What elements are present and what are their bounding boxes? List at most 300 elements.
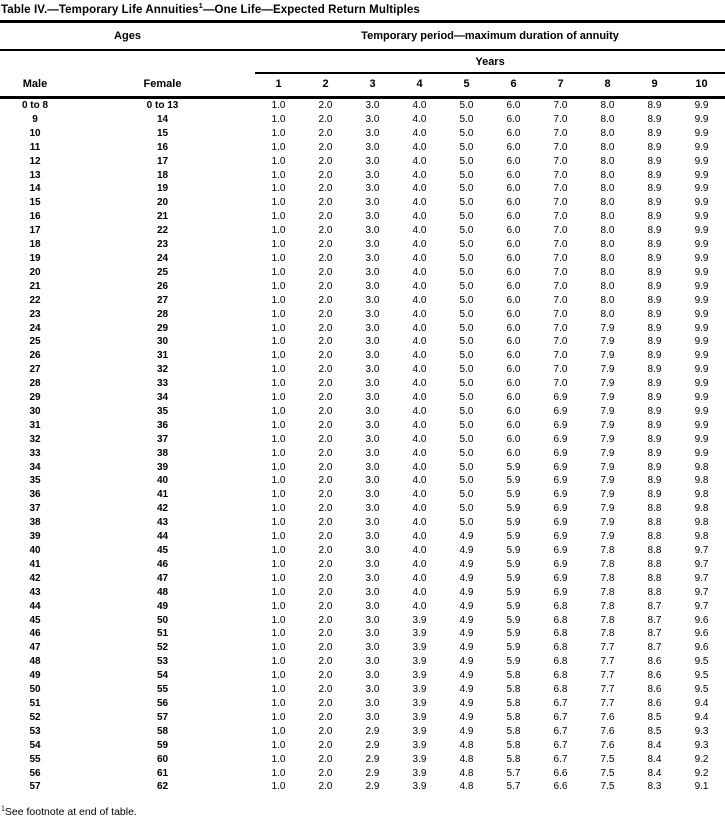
male-age-cell: 19 — [29, 252, 41, 264]
male-age-cell: 34 — [29, 461, 41, 473]
value-cell-year-4: 4.0 — [412, 183, 427, 195]
value-cell-year-5: 4.9 — [459, 586, 474, 598]
value-cell-year-1: 1.0 — [271, 628, 286, 640]
value-cell-year-5: 5.0 — [459, 392, 474, 404]
table-row — [0, 586, 725, 600]
value-cell-year-8: 8.0 — [600, 141, 615, 153]
female-age-cell: 56 — [156, 697, 169, 709]
value-cell-year-1: 1.0 — [271, 656, 286, 668]
female-age-cell: 18 — [156, 169, 169, 181]
years-header-row — [0, 50, 725, 73]
value-cell-year-6: 5.8 — [506, 697, 521, 709]
value-cell-year-4: 4.0 — [412, 572, 427, 584]
value-cell-year-10: 9.9 — [694, 350, 709, 362]
value-cell-year-4: 4.0 — [412, 600, 427, 612]
female-age-cell: 17 — [156, 155, 169, 167]
value-cell-year-6: 6.0 — [506, 211, 521, 223]
value-cell-year-10: 9.8 — [694, 531, 709, 543]
female-age-cell: 59 — [156, 739, 169, 751]
value-cell-year-8: 7.9 — [600, 392, 615, 404]
value-cell-year-5: 4.9 — [459, 697, 474, 709]
value-cell-year-3: 3.0 — [365, 155, 380, 167]
value-cell-year-4: 3.9 — [412, 697, 427, 709]
female-age-cell: 35 — [156, 405, 169, 417]
value-cell-year-3: 3.0 — [365, 266, 380, 278]
male-age-cell: 0 to 8 — [21, 100, 49, 111]
male-age-cell: 11 — [29, 141, 41, 153]
table-row — [0, 502, 725, 516]
value-cell-year-3: 3.0 — [365, 252, 380, 264]
value-cell-year-4: 3.9 — [412, 753, 427, 765]
value-cell-year-4: 4.0 — [412, 503, 427, 515]
value-cell-year-6: 5.8 — [506, 684, 521, 696]
value-cell-year-7: 6.6 — [553, 781, 568, 793]
value-cell-year-4: 4.0 — [412, 461, 427, 473]
value-cell-year-5: 4.9 — [459, 545, 474, 556]
value-cell-year-9: 8.5 — [647, 725, 662, 737]
value-cell-year-1: 1.0 — [271, 739, 286, 751]
value-cell-year-10: 9.9 — [694, 433, 709, 445]
value-cell-year-2: 2.0 — [318, 405, 333, 417]
value-cell-year-7: 6.9 — [553, 586, 568, 598]
table-row — [0, 419, 725, 433]
female-age-cell: 55 — [156, 684, 169, 696]
value-cell-year-7: 6.7 — [553, 739, 568, 751]
value-cell-year-6: 6.0 — [506, 155, 521, 167]
value-cell-year-5: 5.0 — [459, 169, 474, 181]
value-cell-year-1: 1.0 — [271, 392, 286, 404]
temporary-period-group-header: Temporary period—maximum duration of annuity — [255, 22, 725, 51]
value-cell-year-7: 6.9 — [553, 572, 568, 584]
male-age-cell: 50 — [29, 684, 41, 696]
value-cell-year-9: 8.9 — [647, 322, 662, 334]
value-cell-year-8: 7.8 — [600, 558, 615, 570]
value-cell-year-1: 1.0 — [271, 211, 286, 223]
value-cell-year-2: 2.0 — [318, 600, 333, 612]
value-cell-year-8: 7.8 — [600, 614, 615, 626]
value-cell-year-8: 7.9 — [600, 378, 615, 390]
value-cell-year-8: 7.5 — [600, 767, 615, 779]
male-age-cell: 48 — [29, 656, 41, 668]
value-cell-year-4: 3.9 — [412, 711, 427, 723]
table-row — [0, 280, 725, 294]
value-cell-year-7: 7.0 — [553, 322, 568, 334]
value-cell-year-7: 6.9 — [553, 503, 568, 515]
value-cell-year-6: 6.0 — [506, 392, 521, 404]
table-row — [0, 308, 725, 322]
value-cell-year-6: 5.9 — [506, 475, 521, 487]
male-age-cell: 42 — [29, 572, 41, 584]
value-cell-year-8: 7.9 — [600, 364, 615, 376]
years-header: Years — [255, 50, 725, 73]
value-cell-year-8: 8.0 — [600, 211, 615, 223]
value-cell-year-4: 4.0 — [412, 141, 427, 153]
table-row — [0, 725, 725, 739]
female-age-cell: 25 — [156, 266, 169, 278]
male-age-cell: 21 — [29, 280, 41, 292]
value-cell-year-10: 9.1 — [694, 781, 709, 793]
value-cell-year-3: 3.0 — [365, 447, 380, 459]
value-cell-year-6: 5.9 — [506, 503, 521, 515]
value-cell-year-4: 3.9 — [412, 614, 427, 626]
table-row — [0, 614, 725, 628]
table-body — [0, 98, 725, 795]
male-age-cell: 47 — [29, 642, 41, 654]
value-cell-year-10: 9.2 — [694, 767, 709, 779]
male-column-header: Male — [0, 73, 70, 98]
value-cell-year-9: 8.9 — [647, 364, 662, 376]
value-cell-year-6: 5.8 — [506, 670, 521, 682]
value-cell-year-5: 5.0 — [459, 155, 474, 167]
value-cell-year-10: 9.9 — [694, 183, 709, 195]
value-cell-year-2: 2.0 — [318, 127, 333, 139]
value-cell-year-1: 1.0 — [271, 364, 286, 376]
value-cell-year-10: 9.6 — [694, 614, 709, 626]
value-cell-year-6: 5.9 — [506, 545, 521, 556]
value-cell-year-3: 3.0 — [365, 225, 380, 237]
male-age-cell: 39 — [29, 531, 41, 543]
value-cell-year-2: 2.0 — [318, 141, 333, 153]
value-cell-year-2: 2.0 — [318, 781, 333, 793]
male-age-cell: 25 — [29, 336, 41, 348]
value-cell-year-2: 2.0 — [318, 155, 333, 167]
value-cell-year-5: 4.8 — [459, 753, 474, 765]
value-cell-year-3: 3.0 — [365, 600, 380, 612]
value-cell-year-1: 1.0 — [271, 183, 286, 195]
value-cell-year-10: 9.8 — [694, 503, 709, 515]
value-cell-year-10: 9.9 — [694, 169, 709, 181]
table-row — [0, 627, 725, 641]
value-cell-year-1: 1.0 — [271, 725, 286, 737]
male-age-cell: 51 — [29, 697, 41, 709]
value-cell-year-10: 9.9 — [694, 100, 709, 111]
female-age-cell: 51 — [156, 628, 169, 640]
value-cell-year-10: 9.2 — [694, 753, 709, 765]
value-cell-year-4: 4.0 — [412, 169, 427, 181]
value-cell-year-7: 7.0 — [553, 252, 568, 264]
value-cell-year-1: 1.0 — [271, 336, 286, 348]
value-cell-year-4: 4.0 — [412, 419, 427, 431]
value-cell-year-9: 8.9 — [647, 211, 662, 223]
value-cell-year-6: 5.8 — [506, 725, 521, 737]
value-cell-year-9: 8.8 — [647, 517, 662, 529]
value-cell-year-6: 6.0 — [506, 294, 521, 306]
value-cell-year-10: 9.9 — [694, 113, 709, 125]
value-cell-year-7: 7.0 — [553, 266, 568, 278]
value-cell-year-10: 9.5 — [694, 670, 709, 682]
value-cell-year-4: 4.0 — [412, 225, 427, 237]
value-cell-year-10: 9.9 — [694, 364, 709, 376]
value-cell-year-3: 3.0 — [365, 656, 380, 668]
male-age-cell: 18 — [29, 239, 41, 251]
value-cell-year-1: 1.0 — [271, 670, 286, 682]
value-cell-year-7: 6.8 — [553, 670, 568, 682]
female-age-cell: 23 — [156, 239, 169, 251]
value-cell-year-10: 9.5 — [694, 684, 709, 696]
value-cell-year-6: 6.0 — [506, 113, 521, 125]
table-row — [0, 196, 725, 210]
value-cell-year-10: 9.9 — [694, 252, 709, 264]
value-cell-year-1: 1.0 — [271, 684, 286, 696]
value-cell-year-3: 3.0 — [365, 280, 380, 292]
value-cell-year-9: 8.9 — [647, 127, 662, 139]
male-age-cell: 9 — [32, 113, 38, 125]
value-cell-year-2: 2.0 — [318, 419, 333, 431]
value-cell-year-6: 5.9 — [506, 517, 521, 529]
value-cell-year-8: 7.9 — [600, 517, 615, 529]
year-column-header-3: 3 — [349, 73, 396, 98]
value-cell-year-7: 6.7 — [553, 711, 568, 723]
value-cell-year-5: 5.0 — [459, 364, 474, 376]
value-cell-year-5: 4.8 — [459, 767, 474, 779]
value-cell-year-7: 6.9 — [553, 531, 568, 543]
value-cell-year-7: 7.0 — [553, 294, 568, 306]
table-row — [0, 780, 725, 794]
value-cell-year-2: 2.0 — [318, 447, 333, 459]
female-age-cell: 29 — [156, 322, 169, 334]
value-cell-year-9: 8.9 — [647, 489, 662, 501]
female-age-cell: 27 — [156, 294, 169, 306]
value-cell-year-8: 7.9 — [600, 475, 615, 487]
value-cell-year-10: 9.8 — [694, 517, 709, 529]
value-cell-year-5: 5.0 — [459, 405, 474, 417]
table-row — [0, 474, 725, 488]
value-cell-year-4: 4.0 — [412, 433, 427, 445]
value-cell-year-7: 7.0 — [553, 350, 568, 362]
value-cell-year-6: 5.9 — [506, 531, 521, 543]
value-cell-year-4: 4.0 — [412, 531, 427, 543]
table-row — [0, 169, 725, 183]
value-cell-year-3: 2.9 — [365, 725, 380, 737]
male-age-cell: 49 — [29, 670, 41, 682]
value-cell-year-8: 7.7 — [600, 642, 615, 654]
value-cell-year-5: 4.9 — [459, 656, 474, 668]
male-age-cell: 45 — [29, 614, 41, 626]
value-cell-year-5: 5.0 — [459, 100, 474, 111]
value-cell-year-5: 4.9 — [459, 670, 474, 682]
year-column-header-9: 9 — [631, 73, 678, 98]
value-cell-year-5: 5.0 — [459, 308, 474, 320]
table-row — [0, 655, 725, 669]
male-age-cell: 29 — [29, 392, 41, 404]
value-cell-year-1: 1.0 — [271, 197, 286, 209]
value-cell-year-2: 2.0 — [318, 197, 333, 209]
value-cell-year-6: 6.0 — [506, 364, 521, 376]
value-cell-year-2: 2.0 — [318, 392, 333, 404]
year-column-header-4: 4 — [396, 73, 443, 98]
value-cell-year-3: 3.0 — [365, 392, 380, 404]
value-cell-year-8: 7.9 — [600, 531, 615, 543]
value-cell-year-8: 7.9 — [600, 503, 615, 515]
value-cell-year-3: 3.0 — [365, 614, 380, 626]
value-cell-year-6: 5.9 — [506, 600, 521, 612]
value-cell-year-7: 7.0 — [553, 336, 568, 348]
value-cell-year-7: 6.9 — [553, 405, 568, 417]
value-cell-year-2: 2.0 — [318, 225, 333, 237]
value-cell-year-4: 4.0 — [412, 322, 427, 334]
value-cell-year-10: 9.9 — [694, 322, 709, 334]
female-age-cell: 19 — [156, 183, 169, 195]
value-cell-year-6: 6.0 — [506, 225, 521, 237]
value-cell-year-7: 6.9 — [553, 558, 568, 570]
value-cell-year-4: 4.0 — [412, 517, 427, 529]
value-cell-year-8: 8.0 — [600, 294, 615, 306]
value-cell-year-10: 9.7 — [694, 600, 709, 612]
value-cell-year-4: 3.9 — [412, 656, 427, 668]
table-row — [0, 641, 725, 655]
value-cell-year-2: 2.0 — [318, 614, 333, 626]
value-cell-year-4: 4.0 — [412, 405, 427, 417]
value-cell-year-8: 8.0 — [600, 100, 615, 111]
female-age-cell: 36 — [156, 419, 169, 431]
value-cell-year-8: 7.7 — [600, 656, 615, 668]
value-cell-year-1: 1.0 — [271, 405, 286, 417]
value-cell-year-1: 1.0 — [271, 572, 286, 584]
male-age-cell: 24 — [29, 322, 41, 334]
value-cell-year-9: 8.7 — [647, 614, 662, 626]
value-cell-year-9: 8.9 — [647, 392, 662, 404]
value-cell-year-10: 9.4 — [694, 711, 709, 723]
title-prefix: Table IV.—Temporary Life Annuities — [1, 4, 199, 16]
value-cell-year-8: 8.0 — [600, 155, 615, 167]
value-cell-year-1: 1.0 — [271, 127, 286, 139]
value-cell-year-4: 4.0 — [412, 252, 427, 264]
table-row — [0, 488, 725, 502]
value-cell-year-9: 8.7 — [647, 628, 662, 640]
value-cell-year-9: 8.9 — [647, 378, 662, 390]
value-cell-year-8: 7.9 — [600, 336, 615, 348]
value-cell-year-7: 7.0 — [553, 113, 568, 125]
value-cell-year-10: 9.9 — [694, 378, 709, 390]
female-age-cell: 34 — [156, 392, 169, 404]
value-cell-year-8: 7.7 — [600, 670, 615, 682]
female-age-cell: 28 — [156, 308, 169, 320]
value-cell-year-10: 9.8 — [694, 475, 709, 487]
value-cell-year-5: 4.9 — [459, 684, 474, 696]
value-cell-year-8: 7.5 — [600, 753, 615, 765]
value-cell-year-10: 9.6 — [694, 628, 709, 640]
value-cell-year-8: 8.0 — [600, 239, 615, 251]
value-cell-year-3: 3.0 — [365, 294, 380, 306]
value-cell-year-1: 1.0 — [271, 475, 286, 487]
table-row — [0, 252, 725, 266]
value-cell-year-1: 1.0 — [271, 642, 286, 654]
value-cell-year-2: 2.0 — [318, 211, 333, 223]
value-cell-year-10: 9.9 — [694, 155, 709, 167]
value-cell-year-5: 4.8 — [459, 739, 474, 751]
value-cell-year-5: 5.0 — [459, 239, 474, 251]
male-age-cell: 55 — [29, 753, 41, 765]
value-cell-year-5: 5.0 — [459, 183, 474, 195]
value-cell-year-3: 2.9 — [365, 753, 380, 765]
value-cell-year-7: 7.0 — [553, 308, 568, 320]
value-cell-year-3: 3.0 — [365, 322, 380, 334]
value-cell-year-5: 5.0 — [459, 475, 474, 487]
footnote-text: See footnote at end of table. — [4, 806, 137, 819]
value-cell-year-3: 3.0 — [365, 364, 380, 376]
female-age-cell: 16 — [156, 141, 169, 153]
value-cell-year-7: 6.9 — [553, 489, 568, 501]
table-row — [0, 697, 725, 711]
value-cell-year-4: 4.0 — [412, 280, 427, 292]
value-cell-year-10: 9.9 — [694, 225, 709, 237]
value-cell-year-1: 1.0 — [271, 503, 286, 515]
female-age-cell: 47 — [156, 572, 169, 584]
female-age-cell: 49 — [156, 600, 169, 612]
table-row — [0, 141, 725, 155]
male-age-cell: 37 — [29, 503, 41, 515]
table-row — [0, 767, 725, 781]
value-cell-year-3: 3.0 — [365, 308, 380, 320]
value-cell-year-9: 8.9 — [647, 100, 662, 111]
value-cell-year-6: 5.8 — [506, 739, 521, 751]
value-cell-year-5: 5.0 — [459, 378, 474, 390]
value-cell-year-6: 6.0 — [506, 100, 521, 111]
value-cell-year-2: 2.0 — [318, 670, 333, 682]
value-cell-year-8: 8.0 — [600, 266, 615, 278]
value-cell-year-3: 3.0 — [365, 350, 380, 362]
value-cell-year-7: 6.7 — [553, 725, 568, 737]
value-cell-year-2: 2.0 — [318, 531, 333, 543]
value-cell-year-9: 8.8 — [647, 572, 662, 584]
value-cell-year-10: 9.8 — [694, 489, 709, 501]
male-age-cell: 54 — [29, 739, 41, 751]
female-age-cell: 52 — [156, 642, 169, 654]
value-cell-year-7: 7.0 — [553, 211, 568, 223]
value-cell-year-8: 7.9 — [600, 461, 615, 473]
value-cell-year-1: 1.0 — [271, 419, 286, 431]
value-cell-year-3: 2.9 — [365, 739, 380, 751]
value-cell-year-10: 9.7 — [694, 545, 709, 556]
value-cell-year-5: 5.0 — [459, 461, 474, 473]
female-age-cell: 38 — [156, 447, 169, 459]
value-cell-year-10: 9.9 — [694, 405, 709, 417]
value-cell-year-2: 2.0 — [318, 475, 333, 487]
value-cell-year-2: 2.0 — [318, 545, 333, 556]
value-cell-year-8: 7.7 — [600, 697, 615, 709]
female-age-cell: 0 to 13 — [146, 100, 179, 111]
female-age-cell: 58 — [156, 725, 169, 737]
value-cell-year-4: 4.0 — [412, 294, 427, 306]
value-cell-year-10: 9.3 — [694, 725, 709, 737]
value-cell-year-2: 2.0 — [318, 280, 333, 292]
value-cell-year-1: 1.0 — [271, 461, 286, 473]
value-cell-year-10: 9.9 — [694, 266, 709, 278]
value-cell-year-2: 2.0 — [318, 336, 333, 348]
value-cell-year-4: 3.9 — [412, 642, 427, 654]
value-cell-year-3: 3.0 — [365, 211, 380, 223]
table-row — [0, 530, 725, 544]
year-column-header-7: 7 — [537, 73, 584, 98]
value-cell-year-5: 5.0 — [459, 336, 474, 348]
value-cell-year-4: 3.9 — [412, 781, 427, 793]
value-cell-year-9: 8.9 — [647, 280, 662, 292]
female-age-cell: 45 — [156, 545, 169, 556]
value-cell-year-6: 6.0 — [506, 378, 521, 390]
value-cell-year-2: 2.0 — [318, 558, 333, 570]
value-cell-year-4: 3.9 — [412, 739, 427, 751]
value-cell-year-6: 5.9 — [506, 614, 521, 626]
value-cell-year-6: 6.0 — [506, 127, 521, 139]
value-cell-year-6: 6.0 — [506, 433, 521, 445]
value-cell-year-8: 7.9 — [600, 419, 615, 431]
year-column-header-6: 6 — [490, 73, 537, 98]
value-cell-year-6: 5.8 — [506, 753, 521, 765]
table-title — [0, 0, 725, 20]
value-cell-year-9: 8.9 — [647, 475, 662, 487]
value-cell-year-6: 6.0 — [506, 405, 521, 417]
value-cell-year-7: 6.9 — [553, 447, 568, 459]
